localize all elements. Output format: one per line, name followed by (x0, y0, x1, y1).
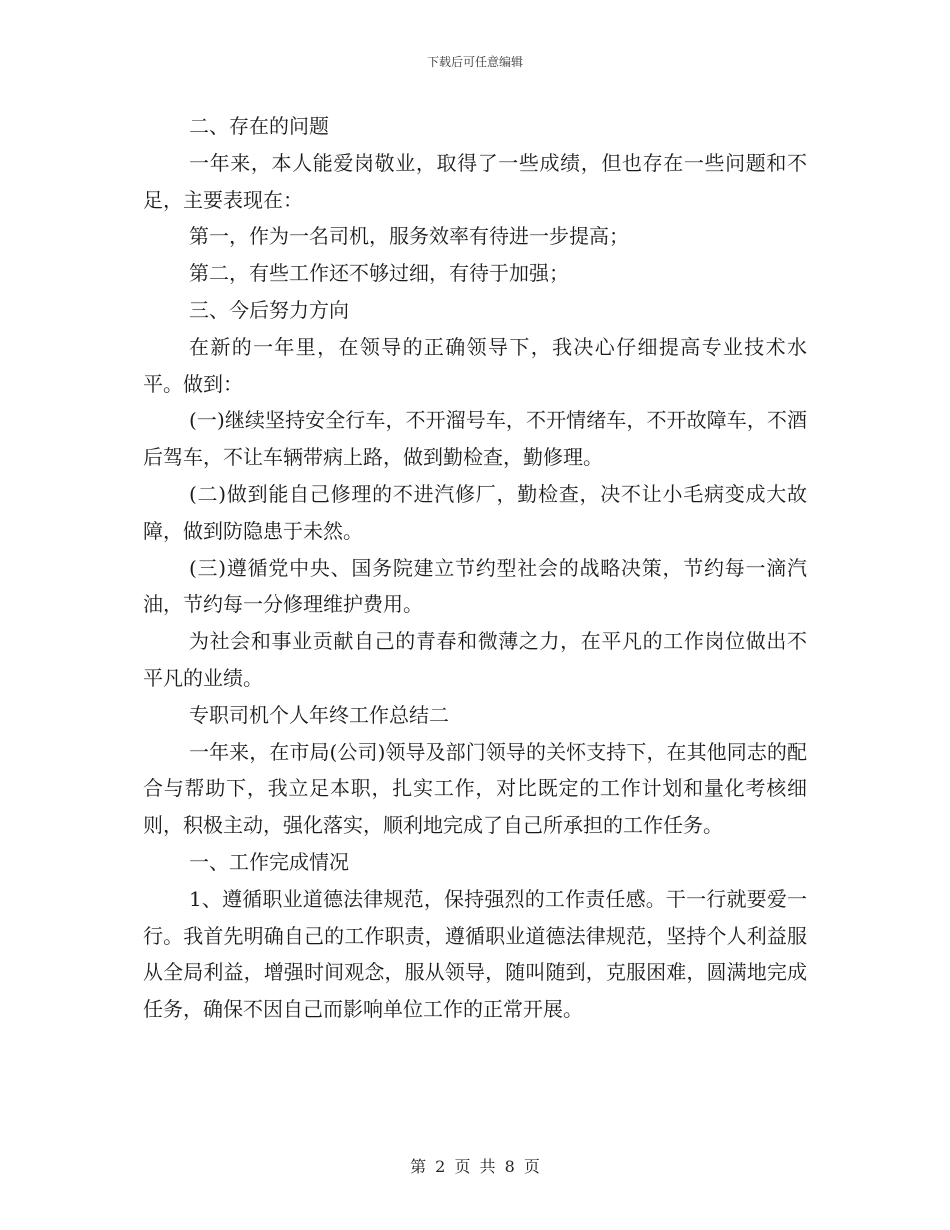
list-item: (二)做到能自己修理的不进汽修厂，勤检查，决不让小毛病变成大故障，做到防隐患于未然。 (143, 481, 807, 543)
section-heading-problems: 二、存在的问题 (189, 114, 329, 138)
section-heading-direction: 三、今后努力方向 (189, 297, 349, 322)
page-header: 下载后可任意编辑 (426, 55, 523, 69)
paragraph: 在新的一年里，在领导的正确领导下，我决心仔细提高专业技术水平。做到： (143, 334, 807, 396)
document-subtitle: 专职司机个人年终工作总结二 (189, 702, 449, 727)
list-item: (三)遵循党中央、国务院建立节约型社会的战略决策，节约每一滴汽油，节约每一分修理维护费用。 (143, 555, 807, 617)
list-item: 第二，有些工作还不够过细，有待于加强； (189, 261, 569, 286)
paragraph: 一年来，在市局(公司)领导及部门领导的关怀支持下，在其他同志的配合与帮助下，我立足本职，扎实工作，对比既定的工作计划和量化考核细则，积极主动，强化落实，顺利地完成了自己所承担的工作任务。 (143, 739, 807, 838)
section-heading-work-status: 一、工作完成情况 (189, 849, 349, 874)
page-number-footer: 第 2 页 共 8 页 (410, 1157, 540, 1176)
list-item: (一)继续坚持安全行车，不开溜号车，不开情绪车，不开故障车，不酒后驾车，不让车辆带病上路，做到勤检查，勤修理。 (143, 408, 807, 470)
paragraph: 为社会和事业贡献自己的青春和微薄之力，在平凡的工作岗位做出不平凡的业绩。 (143, 629, 807, 690)
document-body (143, 108, 807, 1028)
paragraph: 一年来，本人能爱岗敬业，取得了一些成绩，但也存在一些问题和不足，主要表现在： (143, 150, 807, 212)
paragraph: 1、遵循职业道德法律规范，保持强烈的工作责任感。干一行就要爱一行。我首先明确自己的工作职责，遵循职业道德法律规范，坚持个人利益服从全局利益，增强时间观念，服从领导，随叫随到，克服困难，圆满地完成任务，确保不因自己而影响单位工作的正常开展。 (143, 886, 807, 1022)
list-item: 第一，作为一名司机，服务效率有待进一步提高； (189, 224, 629, 249)
